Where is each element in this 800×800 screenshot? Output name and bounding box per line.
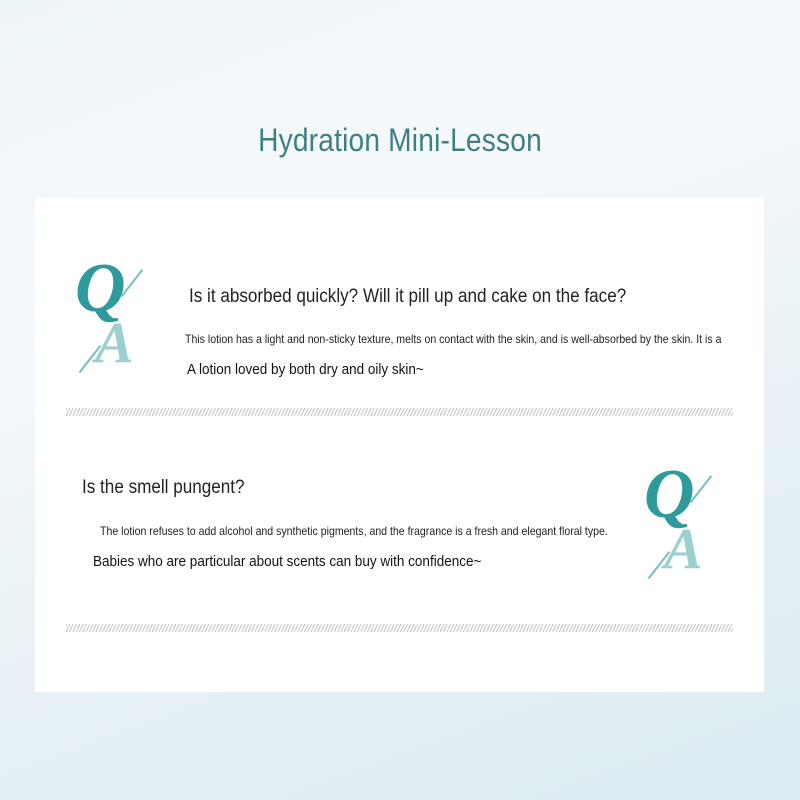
q-letter-2: Q <box>644 456 695 533</box>
answer-1-line: This lotion has a light and non-sticky texture, melts on contact with the skin, and is well-absorbed by the skin. It is a <box>185 332 722 346</box>
divider-1 <box>66 408 733 416</box>
q-letter-1: Q <box>75 250 126 327</box>
answer-1-emphasis: A lotion loved by both dry and oily skin~ <box>187 361 424 378</box>
a-letter-2: A <box>664 516 703 581</box>
divider-2 <box>66 624 733 632</box>
qa-logo-1 <box>75 250 155 375</box>
page-title: Hydration Mini-Lesson <box>258 122 542 158</box>
question-2: Is the smell pungent? <box>82 477 245 498</box>
answer-2-line: The lotion refuses to add alcohol and synthetic pigments, and the fragrance is a fresh and elegant floral type. <box>100 524 608 538</box>
qa-card <box>35 198 764 692</box>
answer-2-emphasis: Babies who are particular about scents can buy with confidence~ <box>93 553 482 570</box>
qa-logo-2 <box>644 456 724 581</box>
a-letter-1: A <box>95 310 134 375</box>
question-1: Is it absorbed quickly? Will it pill up and cake on the face? <box>189 286 627 307</box>
